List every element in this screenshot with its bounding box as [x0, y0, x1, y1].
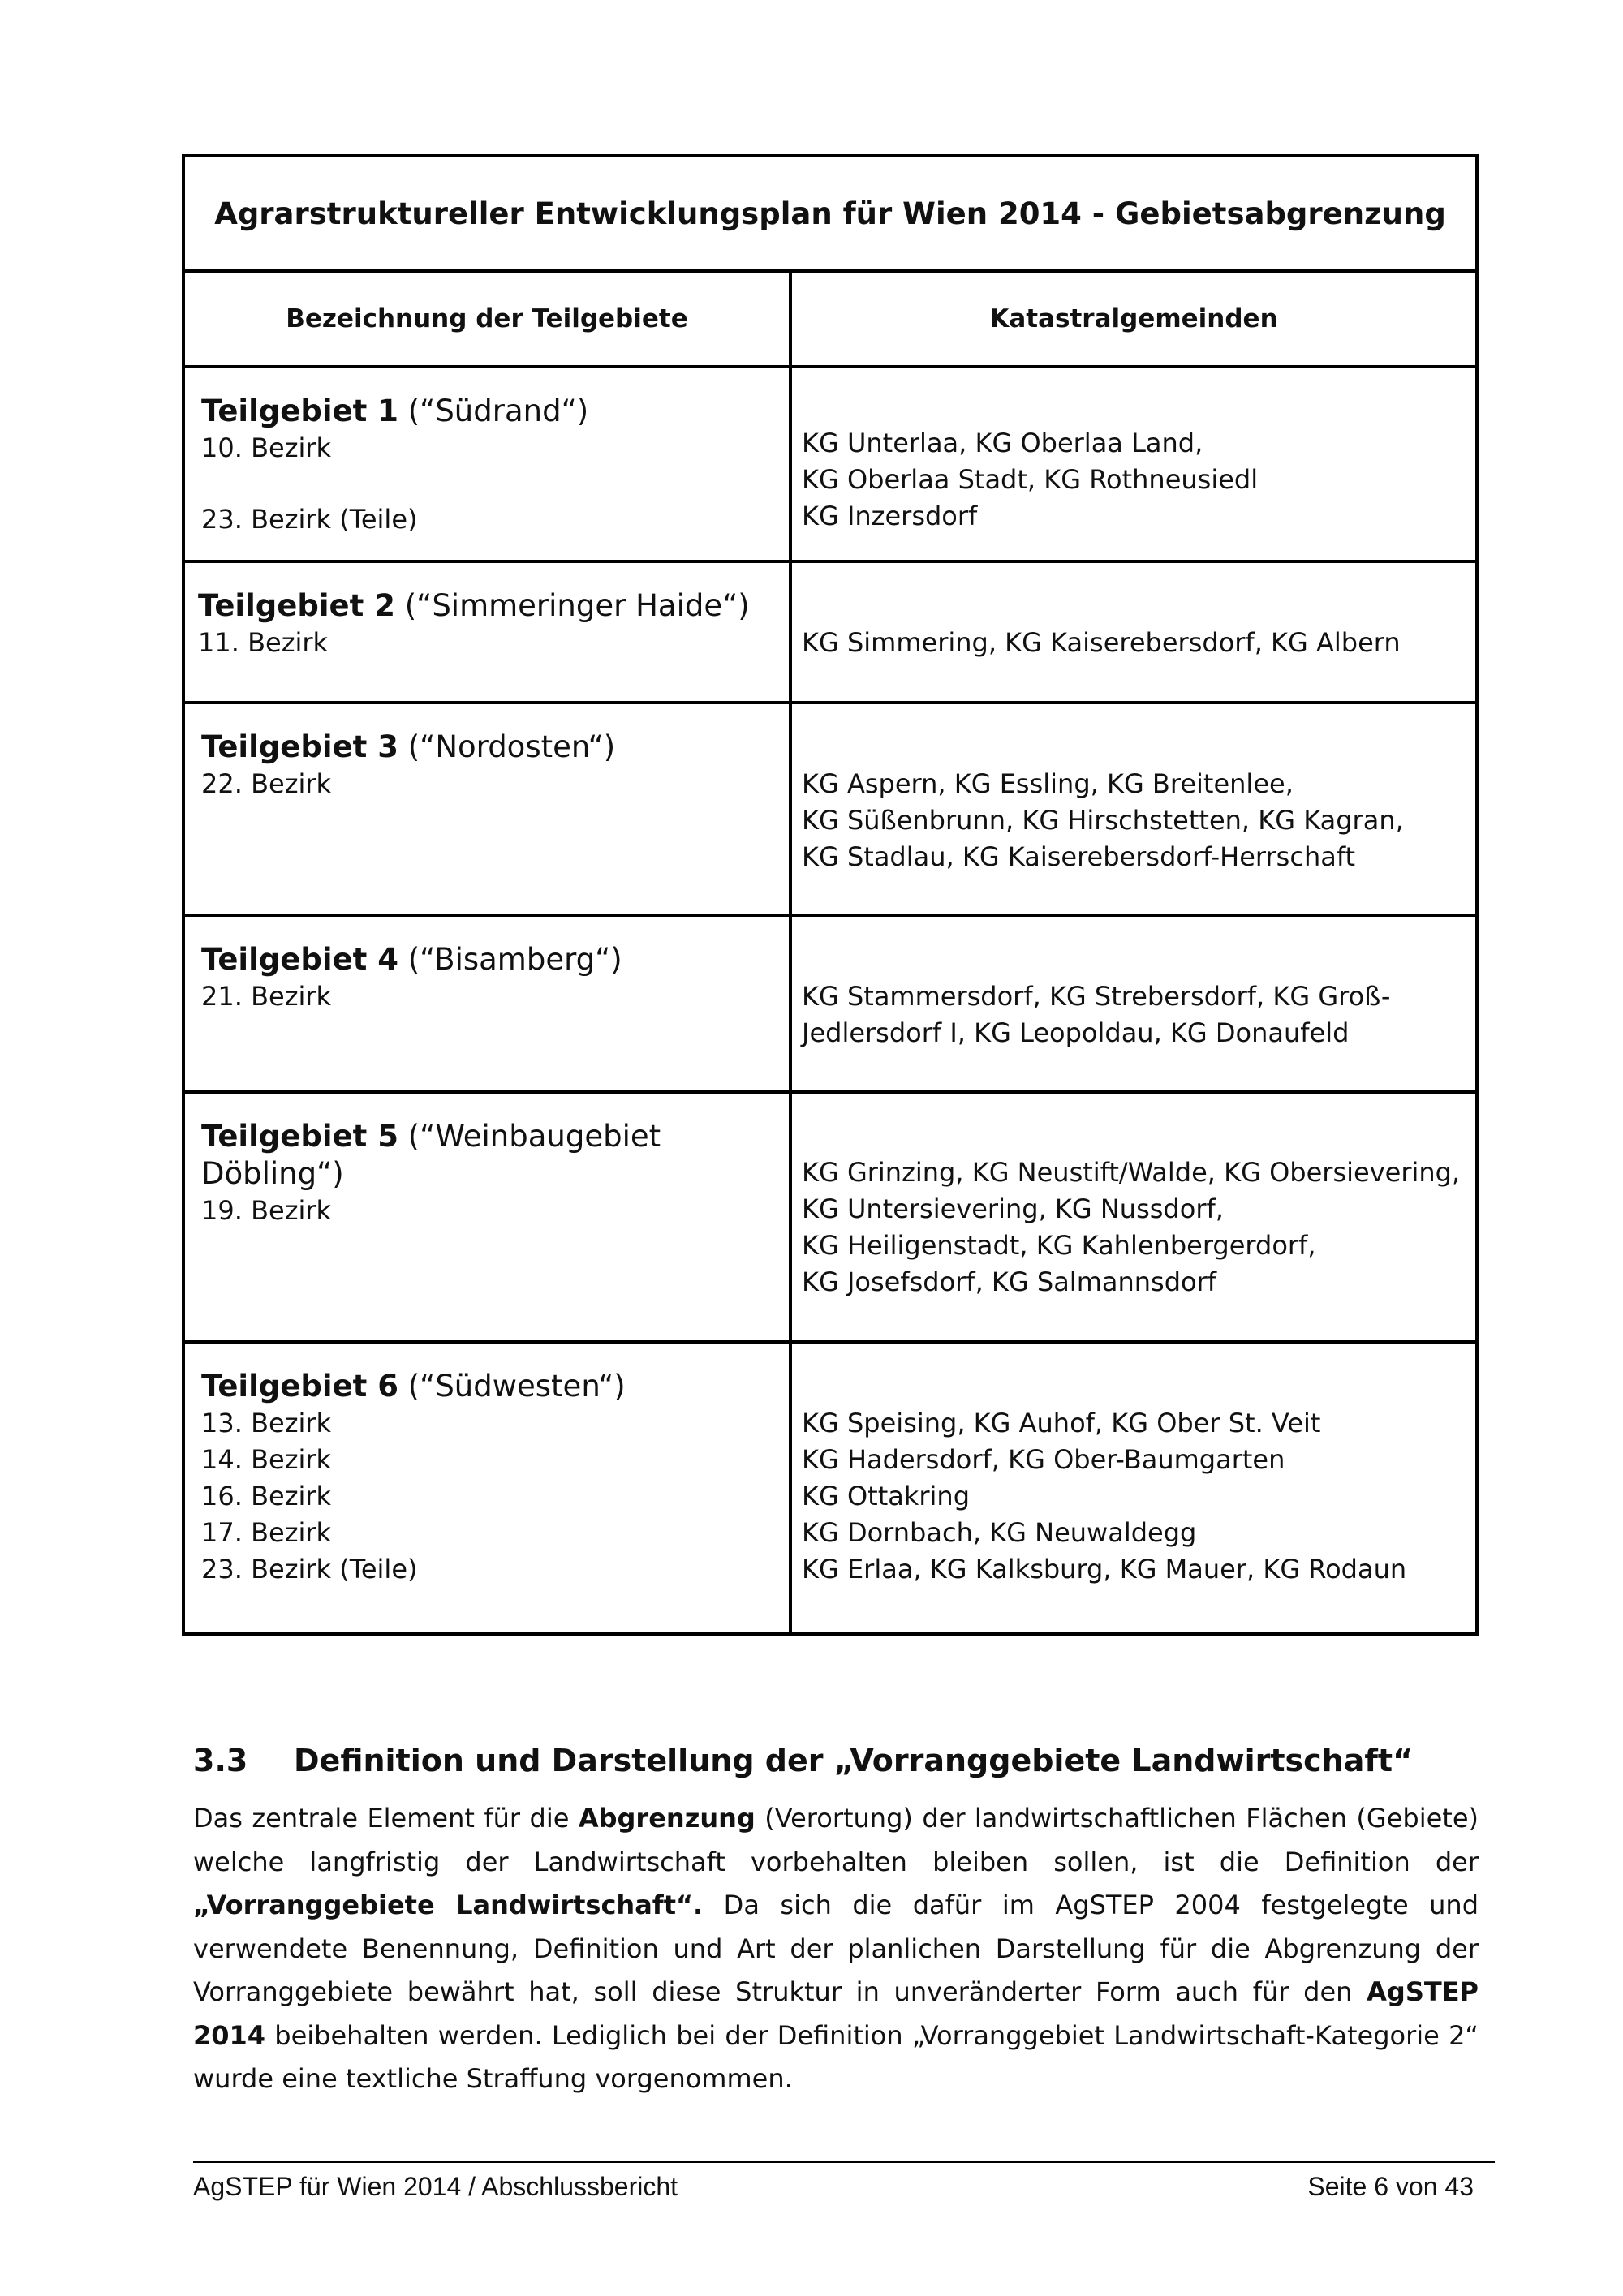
katastralgemeinde-line: KG Simmering, KG Kaiserebersdorf, KG Albern — [802, 627, 1401, 658]
table-row — [185, 917, 1475, 1094]
bezirk: 11. Bezirk — [198, 627, 329, 658]
katastralgemeinde-line: KG Josefsdorf, KG Salmannsdorf — [802, 1266, 1217, 1297]
katastralgemeinde-line: KG Speising, KG Auhof, KG Ober St. Veit — [802, 1408, 1321, 1438]
table-row — [185, 704, 1475, 917]
teilgebiet-name: Teilgebiet 2 (“Simmeringer Haide“) — [198, 588, 750, 623]
katastralgemeinde-line: KG Süßenbrunn, KG Hirschstetten, KG Kagran, — [802, 805, 1404, 836]
column-header-katastralgemeinden: Katastralgemeinden — [989, 304, 1278, 333]
table-row — [185, 368, 1475, 563]
teilgebiet-name: Teilgebiet 6 (“Südwesten“) — [201, 1369, 626, 1404]
table-row — [185, 1344, 1475, 1632]
column-header-teilgebiete: Bezeichnung der Teilgebiete — [185, 273, 792, 365]
bezirk: 21. Bezirk — [201, 981, 332, 1012]
gebietsabgrenzung-table — [182, 154, 1479, 1636]
bezirk: 13. Bezirk — [201, 1408, 332, 1438]
bezirk: 17. Bezirk — [201, 1517, 332, 1548]
katastralgemeinde-line: KG Heiligenstadt, KG Kahlenbergerdorf, — [802, 1230, 1316, 1261]
table-header-row — [185, 273, 1475, 368]
katastralgemeinde-line: KG Oberlaa Stadt, KG Rothneusiedl — [802, 464, 1259, 495]
section-heading — [193, 1743, 1413, 1778]
katastralgemeinde-line: KG Hadersdorf, KG Ober-Baumgarten — [802, 1444, 1285, 1475]
teilgebiet-name: Teilgebiet 4 (“Bisamberg“) — [201, 942, 622, 977]
teilgebiet-name: Teilgebiet 5 (“Weinbaugebiet Döbling“) — [201, 1119, 661, 1191]
katastralgemeinde-line: KG Inzersdorf — [802, 501, 978, 531]
katastralgemeinde-line: KG Erlaa, KG Kalksburg, KG Mauer, KG Rodaun — [802, 1554, 1407, 1584]
table-row — [185, 563, 1475, 704]
footer-document-title: AgSTEP für Wien 2014 / Abschlussbericht — [193, 2172, 678, 2201]
katastralgemeinde-line: KG Untersievering, KG Nussdorf, — [802, 1193, 1224, 1224]
bezirk: 22. Bezirk — [201, 768, 332, 799]
katastralgemeinde-line: Jedlersdorf I, KG Leopoldau, KG Donaufeld — [802, 1017, 1350, 1048]
teilgebiet-name: Teilgebiet 3 (“Nordosten“) — [201, 729, 616, 764]
table-row — [185, 1094, 1475, 1344]
katastralgemeinde-line: KG Grinzing, KG Neustift/Walde, KG Obersievering, — [802, 1157, 1461, 1188]
katastralgemeinde-line: KG Dornbach, KG Neuwaldegg — [802, 1517, 1197, 1548]
section-title: Definition und Darstellung der „Vorranggebiete Landwirtschaft“ — [294, 1743, 1414, 1778]
katastralgemeinde-line: KG Aspern, KG Essling, KG Breitenlee, — [802, 768, 1294, 799]
footer-divider — [193, 2161, 1495, 2163]
bezirk: 14. Bezirk — [201, 1444, 332, 1475]
katastralgemeinde-line: KG Stadlau, KG Kaiserebersdorf-Herrschaft — [802, 841, 1356, 872]
bezirk: 19. Bezirk — [201, 1195, 332, 1226]
bezirk: 16. Bezirk — [201, 1481, 332, 1511]
bezirk: 10. Bezirk — [201, 432, 332, 463]
teilgebiet-name: Teilgebiet 1 (“Südrand“) — [201, 393, 589, 428]
table-title: Agrarstruktureller Entwicklungsplan für Wien 2014 - Gebietsabgrenzung — [185, 157, 1475, 273]
katastralgemeinde-line: KG Unterlaa, KG Oberlaa Land, — [802, 428, 1203, 458]
katastralgemeinde-line: KG Stammersdorf, KG Strebersdorf, KG Groß- — [802, 981, 1391, 1012]
bezirk: 23. Bezirk (Teile) — [201, 1554, 418, 1584]
section-paragraph: Das zentrale Element für die Abgrenzung (Verortung) der landwirtschaftlichen Flächen (Gebiete) welche langfristig der Landwirtschaft vorbehalten bleiben sollen, ist die Definition der „Vorranggebiete Landwirtschaft“. Da sich die dafür im AgSTEP 2004 festgelegte und verwendete Benennung, Definition und Art der planlichen Darstellung für die Abgrenzung der Vorranggebiete bewährt hat, soll diese Struktur in unveränderter Form auch für den AgSTEP 2014 beibehalten werden. Lediglich bei der Definition „Vorranggebiet Landwirtschaft-Kategorie 2“ wurde eine textliche Straffung vorgenommen. — [193, 1803, 1479, 2094]
section-number: 3.3 — [193, 1743, 248, 1778]
bezirk: 23. Bezirk (Teile) — [201, 504, 418, 535]
katastralgemeinde-line: KG Ottakring — [802, 1481, 971, 1511]
footer-page-number: Seite 6 von 43 — [1307, 2172, 1474, 2201]
